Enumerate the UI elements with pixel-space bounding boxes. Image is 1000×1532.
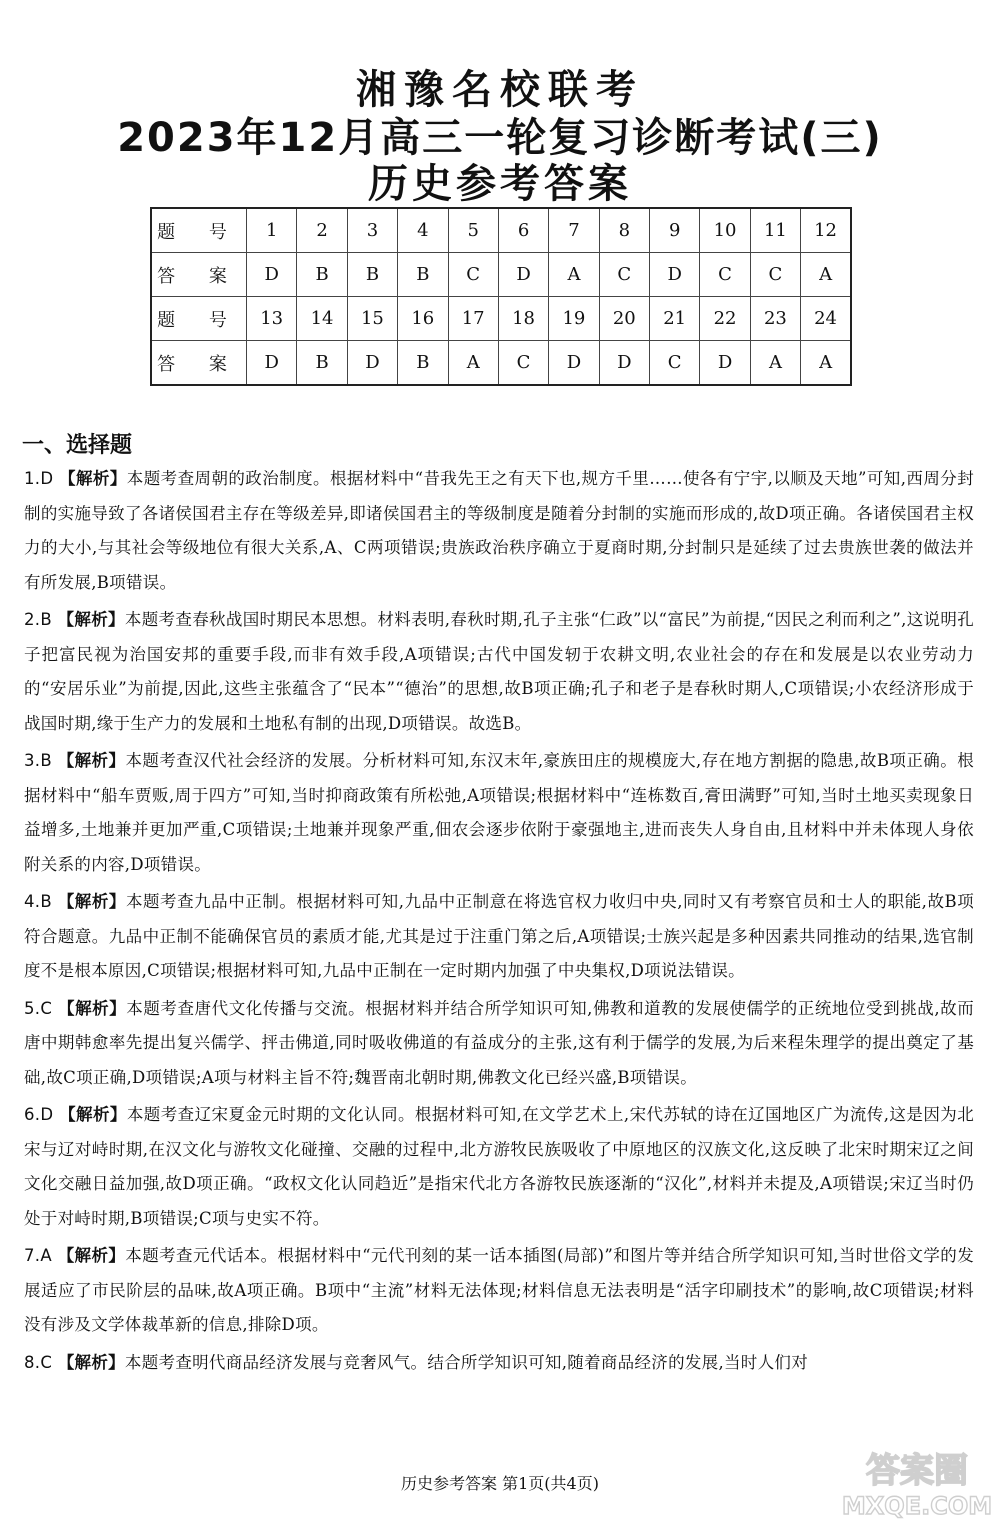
answer-label: 答 案 (151, 341, 247, 386)
answer-cell: D (700, 341, 750, 386)
answer-cell: D (549, 341, 599, 386)
item-number: 1.D (24, 469, 54, 488)
watermark-url-text: MXQE.COM (842, 1492, 992, 1520)
answer-cell: C (750, 253, 800, 297)
explanation-text: 本题考查辽宋夏金元时期的文化认同。根据材料可知,在文学艺术上,宋代苏轼的诗在辽国地区广为流传,这是因为北宋与辽对峙时期,在汉文化与游牧文化碰撞、交融的过程中,北方游牧民族吸收了中原地区的汉族文化,这反映了北宋时期宋辽之间文化交融日益加强,故D项正确。“政权文化认同趋近”是指宋代北方各游牧民族逐渐的“汉化”,材料并未提及,A项错误;宋辽当时仍处于对峙时期,B项错误;C项与史实不符。 (24, 1105, 975, 1228)
item-number: 6.D (24, 1105, 54, 1124)
analysis-tag: 【解析】 (58, 998, 127, 1018)
question-number-label: 题 号 (151, 297, 247, 341)
analysis-tag: 【解析】 (59, 469, 127, 488)
answer-cell: D (347, 341, 397, 386)
explanation-text: 本题考查元代话本。根据材料中“元代刊刻的某一话本插图(局部)”和图片等并结合所学知识可知,当时世俗文学的发展适应了市民阶层的品味,故A项正确。B项中“主流”材料无法体现;材料信息无法表明是“活字印刷技术”的影响,故C项错误;材料没有涉及文学体裁革新的信息,排除D项。 (24, 1246, 975, 1334)
explanation-item (24, 462, 974, 600)
analysis-tag: 【解析】 (57, 892, 126, 911)
question-number: 3 (347, 208, 397, 253)
answer-cell: C (700, 253, 750, 297)
question-number: 13 (247, 297, 297, 341)
explanation-item (24, 885, 974, 989)
item-number: 7.A (24, 1246, 52, 1265)
exam-series-title: 湘豫名校联考 (356, 67, 644, 113)
question-number: 19 (549, 297, 599, 341)
answer-cell: B (398, 341, 448, 386)
answer-cell: D (498, 253, 548, 297)
answer-label: 答 案 (151, 253, 247, 297)
answer-cell: D (599, 341, 649, 386)
explanation-item (24, 1239, 974, 1343)
exam-title: 2023年12月高三一轮复习诊断考试(三) (117, 115, 883, 161)
answer-cell: D (247, 253, 297, 297)
answer-cell: A (448, 341, 498, 386)
item-number: 4.B (24, 892, 52, 911)
answer-key-table (150, 207, 852, 386)
watermark-logo-text: 答案圈 (866, 1451, 968, 1491)
analysis-tag: 【解析】 (57, 610, 125, 629)
answer-cell: A (801, 341, 851, 386)
analysis-tag: 【解析】 (59, 1105, 127, 1124)
question-number: 23 (750, 297, 800, 341)
answer-row (151, 341, 851, 386)
explanation-item (24, 603, 974, 741)
question-number: 11 (750, 208, 800, 253)
page-footer: 历史参考答案 第1页(共4页) (401, 1474, 599, 1493)
question-number-row (151, 297, 851, 341)
question-number: 16 (398, 297, 448, 341)
item-number: 8.C (24, 1352, 53, 1372)
watermark-logo (842, 1442, 992, 1522)
analysis-tag: 【解析】 (57, 1352, 125, 1372)
question-number: 10 (700, 208, 750, 253)
item-number: 5.C (24, 998, 53, 1018)
answer-cell: B (297, 341, 347, 386)
explanation-text: 本题考查汉代社会经济的发展。分析材料可知,东汉末年,豪族田庄的规模庞大,存在地方割据的隐患,故B项正确。根据材料中“船车贾贩,周于四方”可知,当时抑商政策有所松弛,A项错误;根据材料中“连栋数百,膏田满野”可知,当时土地买卖现象日益增多,土地兼并更加严重,C项错误;土地兼并现象严重,佃农会逐步依附于豪强地主,进而丧失人身自由,且材料中并未体现人身依附关系的内容,D项错误。 (24, 751, 974, 874)
question-number: 1 (247, 208, 297, 253)
answer-cell: A (750, 341, 800, 386)
explanation-item (24, 744, 974, 882)
question-number: 6 (498, 208, 548, 253)
question-number: 15 (347, 297, 397, 341)
answer-cell: B (297, 253, 347, 297)
explanation-text: 本题考查周朝的政治制度。根据材料中“昔我先王之有天下也,规方千里……使各有宁宇,以顺及天地”可知,西周分封制的实施导致了各诸侯国君主存在等级差异,即诸侯国君主的等级制度是随着分封制的实施而形成的,故D项正确。各诸侯国君主权力的大小,与其社会等级地位有很大关系,A、C两项错误;贵族政治秩序确立于夏商时期,分封制只是延续了过去贵族世袭的做法并有所发展,B项错误。 (24, 469, 975, 592)
answer-explanations (24, 462, 974, 1383)
question-number-label: 题 号 (151, 208, 247, 253)
question-number: 12 (801, 208, 851, 253)
section-heading: 一、选择题 (22, 433, 133, 458)
question-number: 14 (297, 297, 347, 341)
explanation-item (24, 1346, 974, 1381)
explanation-item (24, 992, 974, 1096)
answer-cell: B (347, 253, 397, 297)
document-title: 历史参考答案 (368, 161, 632, 207)
analysis-tag: 【解析】 (57, 751, 126, 770)
answer-cell: C (650, 341, 700, 386)
explanation-text: 本题考查春秋战国时期民本思想。材料表明,春秋时期,孔子主张“仁政”以“富民”为前提,“因民之利而利之”,这说明孔子把富民视为治国安邦的重要手段,而非有效手段,A项错误;古代中国发轫于农耕文明,农业社会的存在和发展是以农业劳动力的“安居乐业”为前提,因此,这些主张蕴含了“民本”“德治”的思想,故B项正确;孔子和老子是春秋时期人,C项错误;小农经济形成于战国时期,缘于生产力的发展和土地私有制的出现,D项错误。故选B。 (24, 610, 975, 733)
question-number: 20 (599, 297, 649, 341)
answer-row (151, 253, 851, 297)
answer-cell: A (549, 253, 599, 297)
question-number: 21 (650, 297, 700, 341)
question-number: 5 (448, 208, 498, 253)
question-number: 7 (549, 208, 599, 253)
question-number: 9 (650, 208, 700, 253)
answer-cell: D (247, 341, 297, 386)
question-number: 17 (448, 297, 498, 341)
item-number: 2.B (24, 610, 52, 629)
explanation-text: 本题考查九品中正制。根据材料可知,九品中正制意在将选官权力收归中央,同时又有考察官员和士人的职能,故B项符合题意。九品中正制不能确保官员的素质才能,尤其是过于注重门第之后,A项错误;士族兴起是多种因素共同推动的结果,选官制度不是根本原因,C项错误;根据材料可知,九品中正制在一定时期内加强了中央集权,D项说法错误。 (24, 892, 974, 980)
question-number: 22 (700, 297, 750, 341)
answer-cell: C (498, 341, 548, 386)
analysis-tag: 【解析】 (57, 1246, 126, 1265)
question-number: 2 (297, 208, 347, 253)
explanation-item (24, 1098, 974, 1236)
question-number: 4 (398, 208, 448, 253)
explanation-text: 本题考查明代商品经济发展与竞奢风气。结合所学知识可知,随着商品经济的发展,当时人们对 (124, 1352, 809, 1372)
question-number-row (151, 208, 851, 253)
answer-cell: A (801, 253, 851, 297)
answer-cell: B (398, 253, 448, 297)
explanation-text: 本题考查唐代文化传播与交流。根据材料并结合所学知识可知,佛教和道教的发展使儒学的正统地位受到挑战,故而唐中期韩愈率先提出复兴儒学、抨击佛道,同时吸收佛道的有益成分的主张,这有利于儒学的发展,为后来程朱理学的提出奠定了基础,故C项正确,D项错误;A项与材料主旨不符;魏晋南北朝时期,佛教文化已经兴盛,B项错误。 (24, 998, 975, 1087)
question-number: 18 (498, 297, 548, 341)
answer-cell: D (650, 253, 700, 297)
answer-cell: C (599, 253, 649, 297)
item-number: 3.B (24, 751, 52, 770)
question-number: 8 (599, 208, 649, 253)
question-number: 24 (801, 297, 851, 341)
answer-cell: C (448, 253, 498, 297)
